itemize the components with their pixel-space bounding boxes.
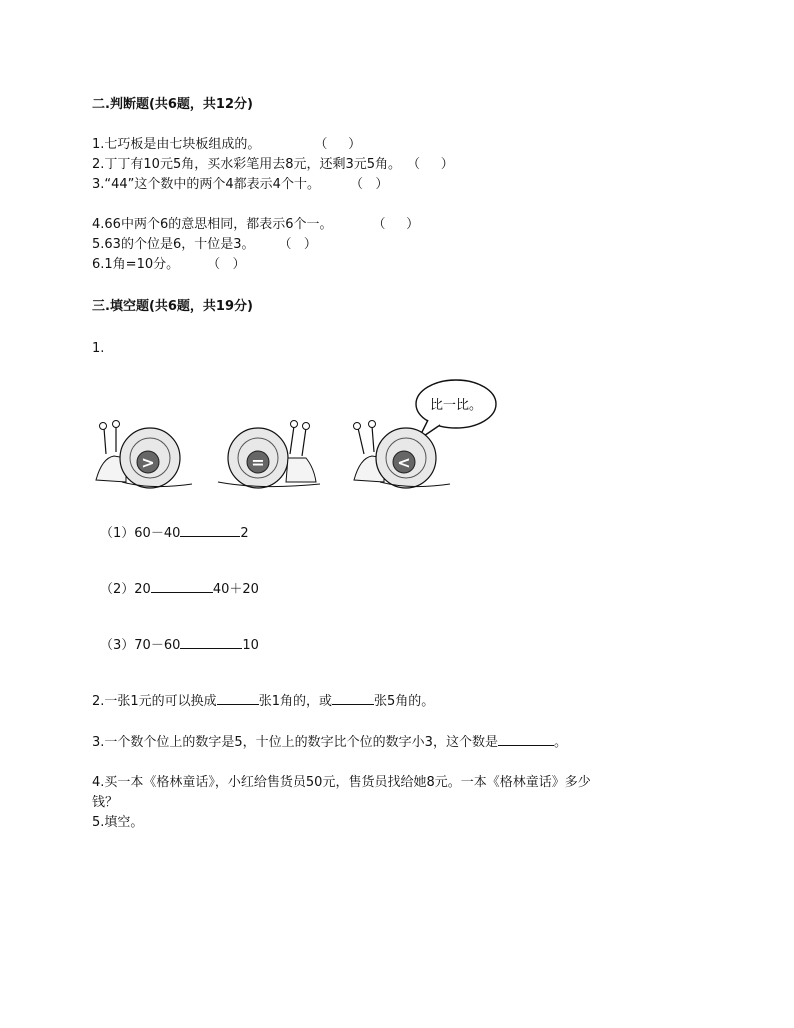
- answer-blank[interactable]: [217, 692, 259, 705]
- expression-right: 2: [240, 526, 249, 541]
- question-text: 4.66中两个6的意思相同，都表示6个一。: [92, 217, 333, 232]
- snail-less-than: [350, 418, 460, 490]
- expression-right: 10: [242, 638, 259, 653]
- fill-question-4-line2: 钱？: [92, 795, 119, 810]
- section2-heading: 二.判断题(共6题，共12分): [92, 97, 253, 112]
- question-text: 6.1角=10分。: [92, 257, 180, 272]
- question-text: 张5角的。: [373, 694, 435, 709]
- question-text: 3.“44”这个数中的两个4都表示4个十。: [92, 177, 320, 192]
- fill-question-2: [92, 692, 434, 711]
- snail-equal: [210, 418, 330, 490]
- fill-question-1-label: 1.: [92, 341, 105, 356]
- fill-subquestion-1: [100, 524, 249, 543]
- fill-question-3: [92, 733, 567, 752]
- expression-left: （3）70－60: [100, 638, 181, 653]
- expression-left: （2）20: [100, 582, 151, 597]
- answer-blank[interactable]: [498, 733, 554, 746]
- question-text: 2.丁丁有10元5角，买水彩笔用去8元，还剩3元5角。: [92, 157, 402, 172]
- answer-parentheses[interactable]: （ ）: [349, 177, 389, 192]
- answer-parentheses[interactable]: （ ）: [278, 237, 317, 252]
- question-text: 。: [553, 735, 567, 750]
- fill-question-5: 5.填空。: [92, 815, 144, 830]
- judge-question-3: [92, 176, 388, 194]
- answer-parentheses[interactable]: （ ）: [407, 157, 454, 172]
- comparison-symbol: >: [141, 453, 155, 472]
- answer-blank[interactable]: [180, 524, 240, 537]
- fill-subquestion-3: [100, 636, 259, 655]
- answer-blank[interactable]: [332, 692, 374, 705]
- judge-question-5: [92, 236, 317, 254]
- judge-question-1: [92, 136, 361, 154]
- question-text: 张1角的，或: [258, 694, 332, 709]
- judge-question-6: [92, 256, 246, 274]
- fill-subquestion-2: [100, 580, 259, 599]
- snail-illustration: [92, 378, 512, 488]
- judge-question-2: [92, 156, 454, 174]
- judge-question-4: [92, 216, 419, 234]
- answer-blank[interactable]: [151, 580, 213, 593]
- answer-blank[interactable]: [180, 636, 242, 649]
- comparison-symbol: =: [251, 453, 265, 472]
- question-text: 1.七巧板是由七块板组成的。: [92, 137, 261, 152]
- question-text: 2.一张1元的可以换成: [92, 694, 217, 709]
- question-text: 3.一个数个位上的数字是5，十位上的数字比个位的数字小3，这个数是: [92, 735, 498, 750]
- snail-greater-than: [92, 418, 202, 490]
- answer-parentheses[interactable]: （ ）: [207, 257, 246, 272]
- expression-right: 40＋20: [212, 582, 259, 597]
- bubble-text: 比一比。: [429, 398, 483, 413]
- fill-question-4-line1: 4.买一本《格林童话》，小红给售货员50元，售货员找给她8元。一本《格林童话》多少: [92, 775, 591, 790]
- question-text: 5.63的个位是6，十位是3。: [92, 237, 255, 252]
- section3-heading: 三.填空题(共6题，共19分): [92, 299, 253, 314]
- answer-parentheses[interactable]: （ ）: [372, 217, 420, 232]
- comparison-symbol: <: [397, 453, 411, 472]
- expression-left: （1）60－40: [100, 526, 181, 541]
- answer-parentheses[interactable]: （ ）: [314, 137, 362, 152]
